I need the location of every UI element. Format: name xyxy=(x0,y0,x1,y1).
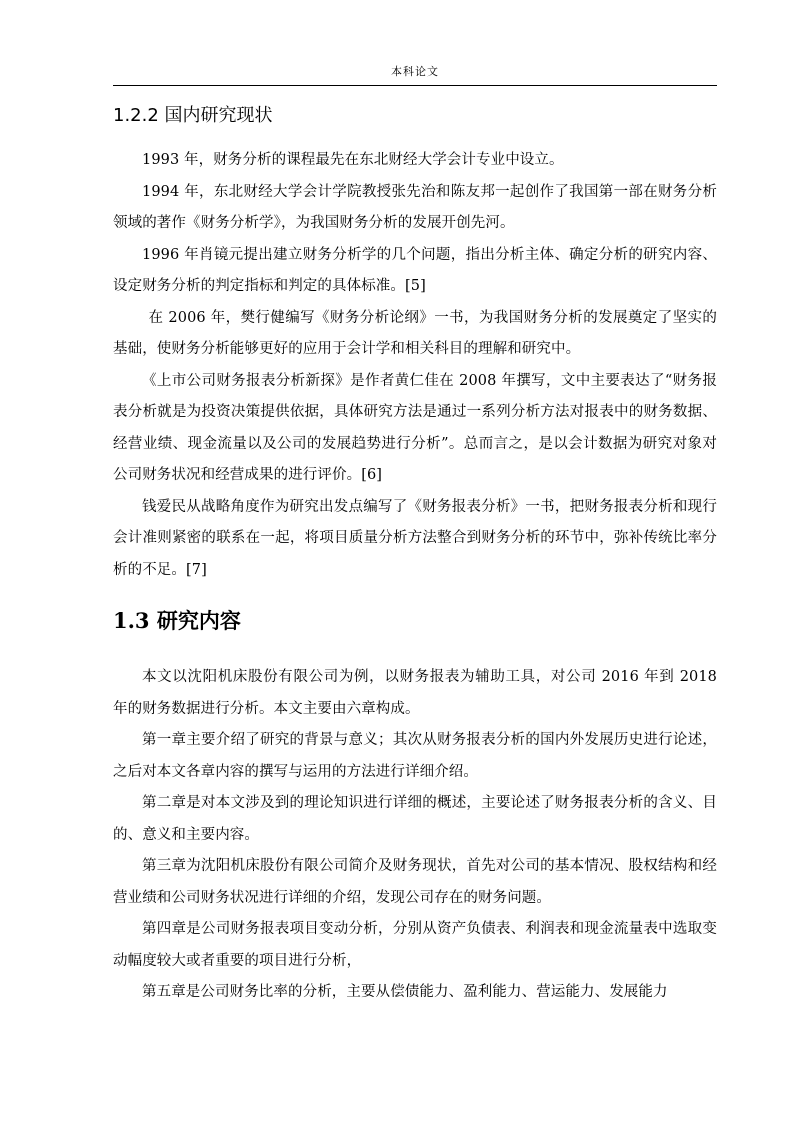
paragraph: 1996 年肖镜元提出建立财务分析学的几个问题，指出分析主体、确定分析的研究内容、设定财务分析的判定指标和判定的具体标准。[5] xyxy=(113,246,717,294)
running-header: 本科论文 xyxy=(391,65,439,78)
header-divider xyxy=(113,85,717,86)
paragraph: 第一章主要介绍了研究的背景与意义；其次从财务报表分析的国内外发展历史进行论述，之后对本文各章内容的撰写与运用的方法进行详细介绍。 xyxy=(113,732,717,780)
paragraph: 1993 年，财务分析的课程最先在东北财经大学会计专业中设立。 xyxy=(142,152,564,168)
paragraph: 在 2006 年，樊行健编写《财务分析论纲》一书，为我国财务分析的发展奠定了坚实的基础，使财务分析能够更好的应用于会计学和相关科目的理解和研究中。 xyxy=(113,309,717,357)
section-1-2-2-body xyxy=(113,145,717,586)
paragraph: 本文以沈阳机床股份有限公司为例，以财务报表为辅助工具，对公司 2016 年到 2018 年的财务数据进行分析。本文主要由六章构成。 xyxy=(113,669,717,717)
paragraph: 钱爱民从战略角度作为研究出发点编写了《财务报表分析》一书，把财务报表分析和现行会计准则紧密的联系在一起，将项目质量分析方法整合到财务分析的环节中，弥补传统比率分析的不足。[7] xyxy=(113,498,717,578)
paragraph: 第五章是公司财务比率的分析，主要从偿债能力、盈利能力、营运能力、发展能力 xyxy=(142,984,668,1000)
section-1-3-body xyxy=(113,662,717,1009)
section-heading-1-2-2: 1.2.2 国内研究现状 xyxy=(113,105,273,126)
paragraph: 《上市公司财务报表分析新探》是作者黄仁佳在 2008 年撰写，文中主要表达了“财务报表分析就是为投资决策提供依据，具体研究方法是通过一系列分析方法对报表中的财务数据、经营业绩、现金流量以及公司的发展趋势进行分析”。总而言之，是以会计数据为研究对象对公司财务状况和经营成果的进行评价。[6] xyxy=(113,372,717,483)
paragraph: 第二章是对本文涉及到的理论知识进行详细的概述，主要论述了财务报表分析的含义、目的、意义和主要内容。 xyxy=(113,795,717,843)
paragraph: 第四章是公司财务报表项目变动分析，分别从资产负债表、利润表和现金流量表中选取变动幅度较大或者重要的项目进行分析， xyxy=(113,921,717,969)
paragraph: 1994 年，东北财经大学会计学院教授张先治和陈友邦一起创作了我国第一部在财务分析领域的著作《财务分析学》，为我国财务分析的发展开创先河。 xyxy=(113,183,717,231)
section-heading-1-3: 1.3 研究内容 xyxy=(113,608,241,633)
paragraph: 第三章为沈阳机床股份有限公司简介及财务现状，首先对公司的基本情况、股权结构和经营业绩和公司财务状况进行详细的介绍，发现公司存在的财务问题。 xyxy=(113,858,717,906)
